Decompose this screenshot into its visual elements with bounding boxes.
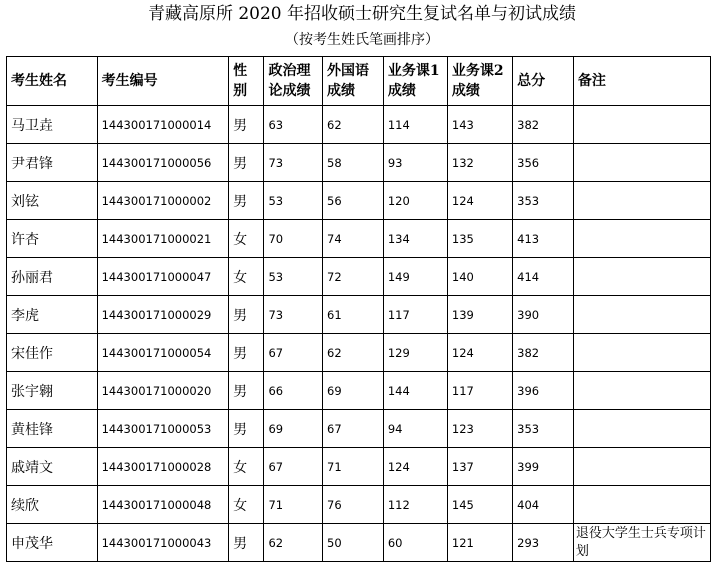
cell-subject-1: 149 [383,258,447,296]
document-subtitle: （按考生姓氏笔画排序） [285,32,439,48]
cell-gender: 女 [229,486,264,524]
cell-foreign-language: 74 [323,220,384,258]
table-row [7,410,711,448]
cell-gender: 男 [229,524,264,562]
cell-gender: 男 [229,372,264,410]
cell-subject-1: 124 [383,448,447,486]
cell-subject-2: 139 [447,296,512,334]
cell-remarks [573,144,710,182]
cell-remarks [573,448,710,486]
cell-total: 399 [513,448,574,486]
cell-subject-2: 145 [447,486,512,524]
table-row [7,106,711,144]
cell-id: 144300171000029 [97,296,229,334]
cell-politics: 62 [264,524,323,562]
cell-subject-2: 121 [447,524,512,562]
cell-subject-2: 132 [447,144,512,182]
cell-foreign-language: 50 [323,524,384,562]
cell-id: 144300171000043 [97,524,229,562]
cell-name: 许杏 [7,220,98,258]
cell-total: 293 [513,524,574,562]
cell-name: 李虎 [7,296,98,334]
header-foreign-language: 外国语成绩 [323,57,384,106]
cell-foreign-language: 71 [323,448,384,486]
cell-remarks [573,372,710,410]
header-gender: 性别 [229,57,264,106]
cell-politics: 73 [264,296,323,334]
header-politics: 政治理论成绩 [264,57,323,106]
header-id: 考生编号 [97,57,229,106]
cell-name: 黄桂锋 [7,410,98,448]
cell-subject-2: 124 [447,182,512,220]
cell-subject-1: 129 [383,334,447,372]
table-row [7,524,711,562]
cell-subject-2: 135 [447,220,512,258]
cell-remarks: 退役大学生士兵专项计划 [573,524,710,562]
cell-politics: 67 [264,448,323,486]
cell-foreign-language: 62 [323,106,384,144]
cell-gender: 男 [229,182,264,220]
cell-remarks [573,486,710,524]
cell-gender: 男 [229,106,264,144]
cell-id: 144300171000047 [97,258,229,296]
cell-subject-1: 144 [383,372,447,410]
document-title: 青藏高原所 2020 年招收硕士研究生复试名单与初试成绩 [147,4,577,24]
cell-foreign-language: 69 [323,372,384,410]
table-row [7,448,711,486]
score-table [6,56,711,562]
cell-total: 382 [513,106,574,144]
cell-politics: 73 [264,144,323,182]
cell-subject-1: 112 [383,486,447,524]
cell-id: 144300171000054 [97,334,229,372]
cell-name: 宋佳作 [7,334,98,372]
cell-id: 144300171000020 [97,372,229,410]
cell-politics: 71 [264,486,323,524]
cell-politics: 66 [264,372,323,410]
cell-remarks [573,220,710,258]
cell-subject-1: 94 [383,410,447,448]
cell-remarks [573,106,710,144]
cell-subject-1: 114 [383,106,447,144]
cell-id: 144300171000048 [97,486,229,524]
cell-subject-2: 123 [447,410,512,448]
header-subject-1: 业务课1成绩 [383,57,447,106]
cell-subject-1: 117 [383,296,447,334]
cell-gender: 男 [229,334,264,372]
cell-id: 144300171000021 [97,220,229,258]
cell-name: 申茂华 [7,524,98,562]
cell-remarks [573,182,710,220]
cell-total: 353 [513,410,574,448]
cell-politics: 69 [264,410,323,448]
cell-subject-1: 60 [383,524,447,562]
table-body [7,106,711,562]
cell-foreign-language: 72 [323,258,384,296]
cell-gender: 男 [229,296,264,334]
cell-total: 382 [513,334,574,372]
cell-name: 戚靖文 [7,448,98,486]
cell-id: 144300171000053 [97,410,229,448]
cell-total: 413 [513,220,574,258]
cell-politics: 70 [264,220,323,258]
cell-id: 144300171000014 [97,106,229,144]
table-row [7,182,711,220]
cell-subject-2: 117 [447,372,512,410]
cell-remarks [573,410,710,448]
cell-name: 马卫垚 [7,106,98,144]
cell-subject-1: 134 [383,220,447,258]
table-row [7,372,711,410]
cell-gender: 女 [229,258,264,296]
cell-subject-2: 137 [447,448,512,486]
cell-id: 144300171000056 [97,144,229,182]
cell-name: 尹君锋 [7,144,98,182]
cell-id: 144300171000028 [97,448,229,486]
cell-id: 144300171000002 [97,182,229,220]
table-row [7,144,711,182]
cell-subject-1: 120 [383,182,447,220]
cell-total: 390 [513,296,574,334]
cell-total: 404 [513,486,574,524]
cell-name: 刘铉 [7,182,98,220]
cell-remarks [573,296,710,334]
cell-foreign-language: 76 [323,486,384,524]
cell-total: 356 [513,144,574,182]
cell-remarks [573,334,710,372]
header-total: 总分 [513,57,574,106]
cell-foreign-language: 61 [323,296,384,334]
cell-gender: 女 [229,448,264,486]
header-remarks: 备注 [573,57,710,106]
cell-subject-1: 93 [383,144,447,182]
cell-gender: 女 [229,220,264,258]
cell-subject-2: 143 [447,106,512,144]
cell-gender: 男 [229,144,264,182]
cell-name: 孙丽君 [7,258,98,296]
cell-total: 414 [513,258,574,296]
cell-foreign-language: 67 [323,410,384,448]
table-row [7,296,711,334]
cell-politics: 53 [264,258,323,296]
table-row [7,220,711,258]
cell-name: 张宇翱 [7,372,98,410]
cell-name: 续欣 [7,486,98,524]
header-name: 考生姓名 [7,57,98,106]
cell-foreign-language: 58 [323,144,384,182]
cell-subject-2: 124 [447,334,512,372]
cell-total: 353 [513,182,574,220]
cell-subject-2: 140 [447,258,512,296]
cell-remarks [573,258,710,296]
table-header-row [7,57,711,106]
table-row [7,486,711,524]
cell-politics: 67 [264,334,323,372]
header-subject-2: 业务课2成绩 [447,57,512,106]
cell-foreign-language: 62 [323,334,384,372]
table-row [7,258,711,296]
table-row [7,334,711,372]
cell-total: 396 [513,372,574,410]
cell-politics: 63 [264,106,323,144]
cell-politics: 53 [264,182,323,220]
cell-gender: 男 [229,410,264,448]
cell-foreign-language: 56 [323,182,384,220]
